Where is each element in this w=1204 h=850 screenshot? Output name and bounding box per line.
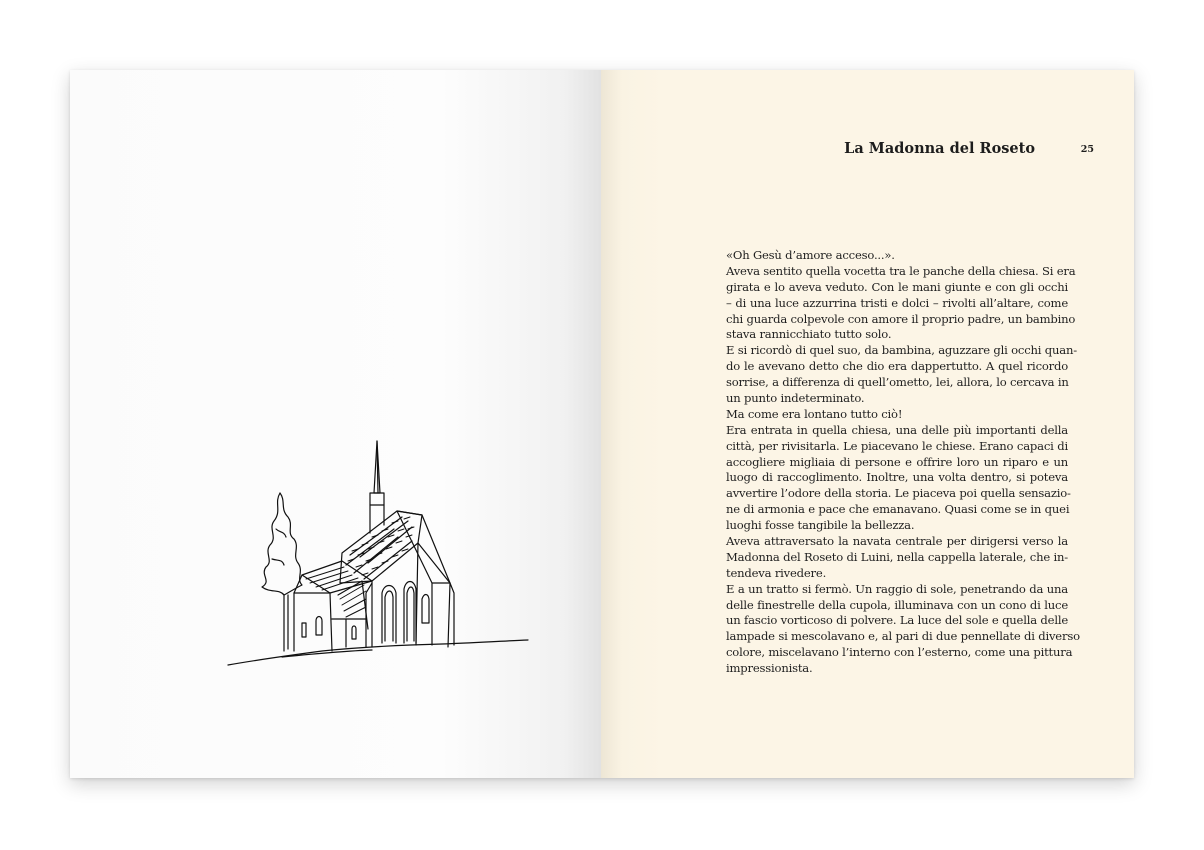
text-line: do le avevano detto che dio era dappertutto. A quel ricordo: [726, 359, 1068, 374]
text-line: tendeva rivedere.: [726, 565, 827, 580]
text-line: un punto indeterminato.: [726, 391, 865, 406]
text-line: stava rannicchiato tutto solo.: [726, 327, 892, 342]
left-page: [70, 70, 601, 778]
text-line: un fascio vorticoso di polvere. La luce del sole e quella delle: [726, 613, 1068, 628]
text-line: chi guarda colpevole con amore il proprio padre, un bambino: [726, 311, 1076, 326]
text-line: girata e lo aveva veduto. Con le mani giunte e con gli occhi: [726, 279, 1068, 294]
text-line: Ma come era lontano tutto ciò!: [726, 406, 903, 421]
text-line: «Oh Gesù d’amore acceso...».: [726, 248, 895, 262]
text-line: impressionista.: [726, 661, 813, 676]
text-line: Aveva attraversato la navata centrale per dirigersi verso la: [726, 534, 1068, 549]
text-line: luoghi fosse tangibile la bellezza.: [726, 518, 915, 533]
text-line: Era entrata in quella chiesa, una delle più importanti della: [726, 422, 1068, 437]
text-line: Aveva sentito quella vocetta tra le panche della chiesa. Si era: [726, 263, 1076, 278]
page-number: 25: [1080, 144, 1094, 155]
text-line: luogo di raccoglimento. Inoltre, una volta dentro, si poteva: [726, 470, 1068, 485]
text-line: avvertire l’odore della storia. Le piaceva poi quella sensazio-: [726, 486, 1071, 501]
text-line: accogliere migliaia di persone e offrire loro un riparo e un: [726, 454, 1068, 469]
text-line: città, per rivisitarla. Le piacevano le chiese. Erano capaci di: [726, 438, 1068, 453]
body-text: [726, 248, 1080, 677]
text-line: ne di armonia e pace che emanavano. Quasi come se in quei: [726, 502, 1070, 517]
text-line: E si ricordò di quel suo, da bambina, aguzzare gli occhi quan-: [726, 343, 1077, 358]
text-line: lampade si mescolavano e, al pari di due pennellate di diverso: [726, 629, 1080, 644]
right-page: [601, 70, 1134, 778]
text-line: sorrise, a differenza di quell’ometto, lei, allora, lo cercava in: [726, 375, 1069, 390]
church-sketch-icon: [222, 433, 532, 673]
running-title: La Madonna del Roseto: [844, 140, 1035, 157]
text-line: delle finestrelle della cupola, illuminava con un cono di luce: [726, 597, 1068, 612]
text-line: – di una luce azzurrina tristi e dolci – rivolti all’altare, come: [726, 295, 1068, 310]
text-line: E a un tratto si fermò. Un raggio di sole, penetrando da una: [726, 581, 1068, 596]
book-spread: [70, 70, 1134, 778]
text-line: colore, miscelavano l’interno con l’esterno, come una pittura: [726, 645, 1073, 660]
text-line: Madonna del Roseto di Luini, nella cappella laterale, che in-: [726, 549, 1068, 564]
